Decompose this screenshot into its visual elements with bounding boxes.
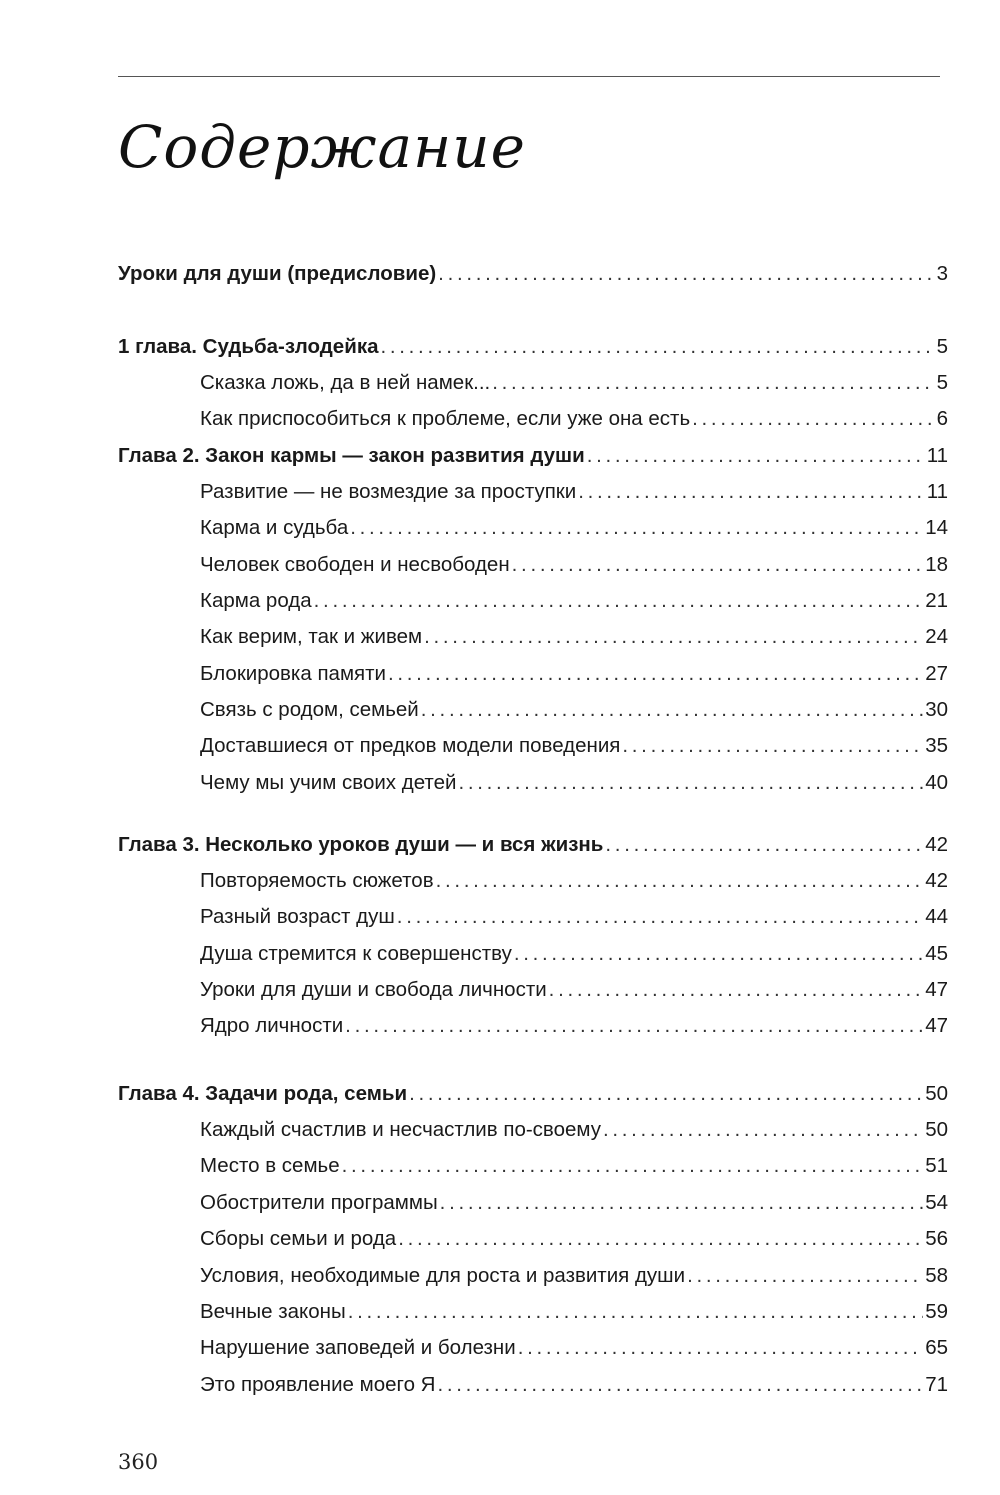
dot-leader bbox=[437, 1367, 923, 1403]
toc-entry-page: 30 bbox=[925, 698, 948, 721]
toc-entry-label: Глава 2. Закон кармы — закон развития души bbox=[118, 444, 585, 467]
dot-leader bbox=[605, 827, 923, 863]
toc-entry-page: 71 bbox=[925, 1373, 948, 1396]
toc-entry-page: 3 bbox=[936, 262, 948, 285]
toc-entry-page: 58 bbox=[925, 1264, 948, 1287]
dot-leader bbox=[603, 1112, 923, 1148]
toc-entry-label: Условия, необходимые для роста и развития души bbox=[200, 1264, 686, 1287]
toc-entry-label: Ядро личности bbox=[200, 1014, 344, 1037]
toc-entry-label: Каждый счастлив и несчастлив по-своему bbox=[200, 1118, 601, 1141]
dot-leader bbox=[440, 1185, 924, 1221]
toc-entry-label: Связь с родом, семьей bbox=[200, 698, 419, 721]
dot-leader bbox=[397, 899, 923, 935]
toc-entry-chapter-4[interactable] bbox=[118, 1076, 948, 1112]
toc-entry-section[interactable] bbox=[200, 863, 948, 899]
toc-entry-section[interactable] bbox=[200, 1008, 948, 1044]
toc-entry-section[interactable] bbox=[200, 1330, 948, 1366]
toc-entry-page: 50 bbox=[925, 1082, 948, 1105]
dot-leader bbox=[578, 474, 924, 510]
toc-entry-section[interactable] bbox=[200, 692, 948, 728]
toc-entry-section[interactable] bbox=[200, 972, 948, 1008]
dot-leader bbox=[687, 1258, 923, 1294]
toc-entry-section[interactable] bbox=[200, 1112, 948, 1148]
toc-entry-label: Нарушение заповедей и болезни bbox=[200, 1336, 516, 1359]
toc-entry-label: Как приспособиться к проблеме, если уже она есть bbox=[200, 407, 691, 430]
toc-entry-label: Уроки для души и свобода личности bbox=[200, 978, 547, 1001]
toc-entry-page: 27 bbox=[925, 662, 948, 685]
toc-entry-preface[interactable] bbox=[118, 256, 948, 292]
dot-leader bbox=[350, 510, 923, 546]
toc-entry-label: Сказка ложь, да в ней намек... bbox=[200, 371, 491, 394]
toc-entry-page: 45 bbox=[925, 942, 948, 965]
toc-entry-label: Чему мы учим своих детей bbox=[200, 771, 457, 794]
toc-entry-section[interactable] bbox=[200, 765, 948, 801]
toc-entry-page: 24 bbox=[925, 625, 948, 648]
toc-entry-section[interactable] bbox=[200, 365, 948, 401]
toc-entry-page: 56 bbox=[925, 1227, 948, 1250]
top-rule bbox=[118, 76, 940, 77]
toc-entry-page: 47 bbox=[925, 978, 948, 1001]
dot-leader bbox=[587, 438, 925, 474]
toc-entry-section[interactable] bbox=[200, 1367, 948, 1403]
toc-entry-page: 5 bbox=[936, 371, 948, 394]
toc-entry-section[interactable] bbox=[200, 510, 948, 546]
toc-entry-section[interactable] bbox=[200, 583, 948, 619]
toc-entry-label: Блокировка памяти bbox=[200, 662, 386, 685]
dot-leader bbox=[342, 1148, 924, 1184]
dot-leader bbox=[438, 256, 934, 292]
page-number: 360 bbox=[118, 1450, 159, 1474]
dot-leader bbox=[549, 972, 924, 1008]
dot-leader bbox=[514, 936, 923, 972]
dot-leader bbox=[409, 1076, 923, 1112]
dot-leader bbox=[512, 547, 924, 583]
toc-entry-page: 11 bbox=[926, 444, 948, 467]
dot-leader bbox=[518, 1330, 923, 1366]
toc-entry-page: 59 bbox=[925, 1300, 948, 1323]
toc-entry-label: Карма рода bbox=[200, 589, 312, 612]
toc-entry-section[interactable] bbox=[200, 401, 948, 437]
toc-entry-label: Обострители программы bbox=[200, 1191, 438, 1214]
toc-entry-page: 18 bbox=[925, 553, 948, 576]
toc-entry-page: 42 bbox=[925, 869, 948, 892]
toc-entry-label: Человек свободен и несвободен bbox=[200, 553, 510, 576]
dot-leader bbox=[345, 1008, 923, 1044]
toc-entry-section[interactable] bbox=[200, 619, 948, 655]
dot-leader bbox=[421, 692, 923, 728]
toc-entry-label: Это проявление моего Я bbox=[200, 1373, 436, 1396]
toc-entry-page: 47 bbox=[925, 1014, 948, 1037]
dot-leader bbox=[388, 656, 923, 692]
toc-entry-page: 44 bbox=[925, 905, 948, 928]
toc-entry-page: 11 bbox=[926, 480, 948, 503]
toc-entry-label: 1 глава. Судьба-злодейка bbox=[118, 335, 379, 358]
toc-entry-label: Уроки для души (предисловие) bbox=[118, 262, 437, 285]
toc-entry-section[interactable] bbox=[200, 1185, 948, 1221]
dot-leader bbox=[492, 365, 934, 401]
toc-entry-chapter-2[interactable] bbox=[118, 438, 948, 474]
toc-entry-label: Вечные законы bbox=[200, 1300, 346, 1323]
dot-leader bbox=[398, 1221, 923, 1257]
toc-entry-section[interactable] bbox=[200, 936, 948, 972]
toc-entry-label: Душа стремится к совершенству bbox=[200, 942, 512, 965]
toc-entry-page: 14 bbox=[925, 516, 948, 539]
dot-leader bbox=[348, 1294, 924, 1330]
toc-entry-chapter-1[interactable] bbox=[118, 329, 948, 365]
toc-entry-label: Сборы семьи и рода bbox=[200, 1227, 397, 1250]
toc-entry-label: Глава 4. Задачи рода, семьи bbox=[118, 1082, 408, 1105]
toc-entry-label: Место в семье bbox=[200, 1154, 340, 1177]
toc-entry-section[interactable] bbox=[200, 547, 948, 583]
toc-entry-page: 65 bbox=[925, 1336, 948, 1359]
toc-entry-chapter-3[interactable] bbox=[118, 827, 948, 863]
dot-leader bbox=[436, 863, 924, 899]
toc-entry-page: 50 bbox=[925, 1118, 948, 1141]
dot-leader bbox=[424, 619, 923, 655]
toc-entry-page: 42 bbox=[925, 833, 948, 856]
toc-entry-label: Как верим, так и живем bbox=[200, 625, 423, 648]
toc-entry-section[interactable] bbox=[200, 1221, 948, 1257]
toc-entry-section[interactable] bbox=[200, 656, 948, 692]
toc-entry-page: 21 bbox=[925, 589, 948, 612]
toc-entry-section[interactable] bbox=[200, 728, 948, 764]
toc-entry-page: 54 bbox=[925, 1191, 948, 1214]
dot-leader bbox=[458, 765, 923, 801]
toc-entry-page: 40 bbox=[925, 771, 948, 794]
toc-entry-section[interactable] bbox=[200, 1148, 948, 1184]
toc-entry-section[interactable] bbox=[200, 1258, 948, 1294]
page-title: Содержание bbox=[118, 113, 526, 181]
toc-entry-label: Глава 3. Несколько уроков души — и вся жизнь bbox=[118, 833, 604, 856]
toc-entry-section[interactable] bbox=[200, 474, 948, 510]
dot-leader bbox=[692, 401, 934, 437]
toc-entry-section[interactable] bbox=[200, 899, 948, 935]
toc-entry-label: Карма и судьба bbox=[200, 516, 349, 539]
dot-leader bbox=[622, 728, 923, 764]
toc-entry-label: Повторяемость сюжетов bbox=[200, 869, 434, 892]
toc-entry-page: 51 bbox=[925, 1154, 948, 1177]
toc-entry-label: Развитие — не возмездие за проступки bbox=[200, 480, 577, 503]
toc-entry-page: 35 bbox=[925, 734, 948, 757]
toc-entry-label: Доставшиеся от предков модели поведения bbox=[200, 734, 621, 757]
toc-entry-page: 5 bbox=[936, 335, 948, 358]
toc-entry-section[interactable] bbox=[200, 1294, 948, 1330]
toc-entry-label: Разный возраст душ bbox=[200, 905, 395, 928]
dot-leader bbox=[314, 583, 924, 619]
toc-entry-page: 6 bbox=[936, 407, 948, 430]
dot-leader bbox=[380, 329, 934, 365]
